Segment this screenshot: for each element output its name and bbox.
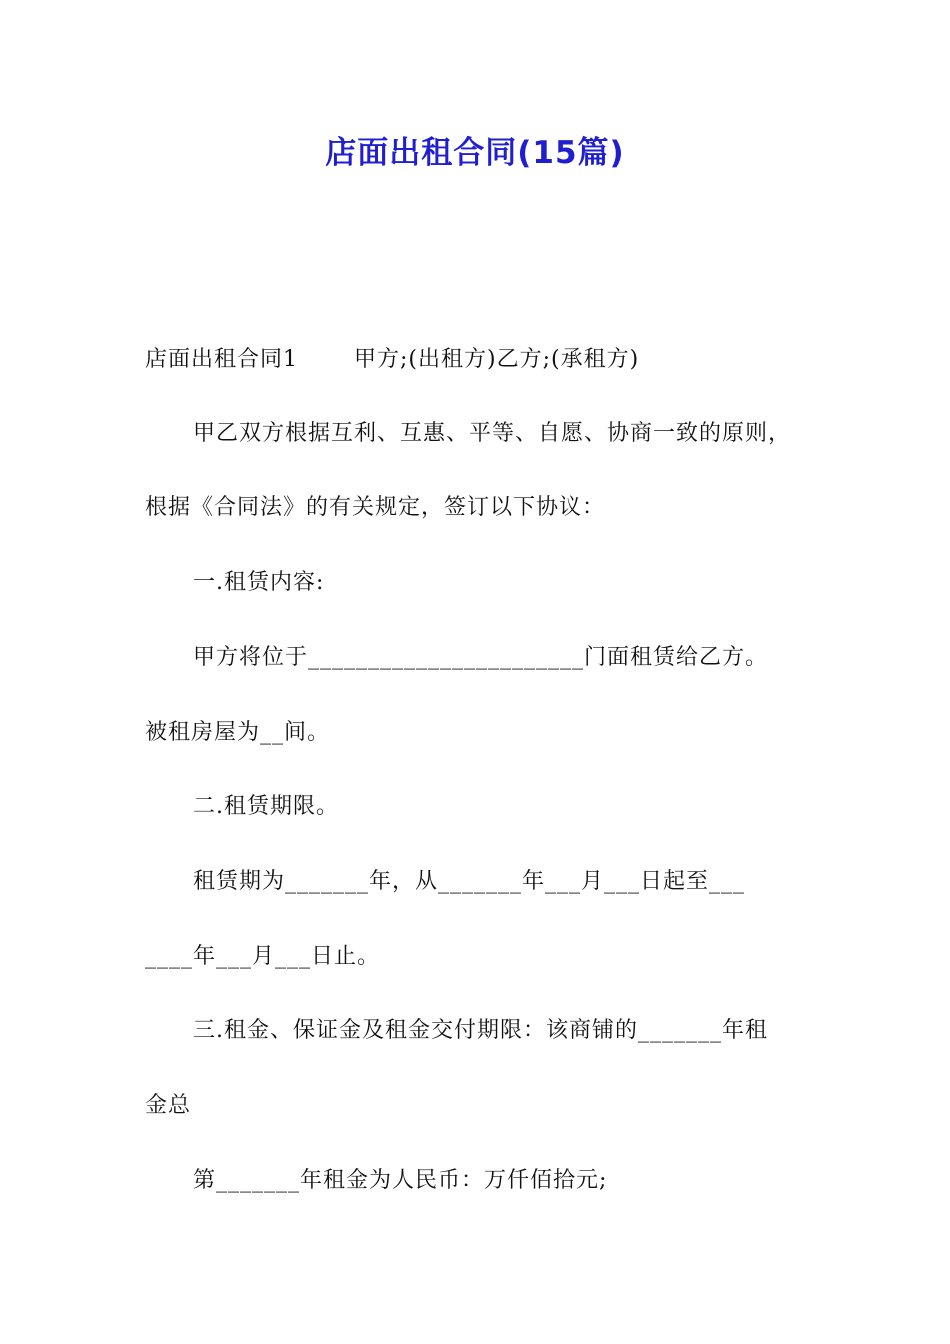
text-line-5: 甲方将位于_______________________门面租赁给乙方。 <box>193 645 769 670</box>
text-line-12: 第_______年租金为人民币：万仟佰拾元; <box>193 1168 608 1193</box>
parties-label: 甲方;(出租方)乙方;(承租方) <box>354 347 640 372</box>
section-heading-3: 三.租金、保证金及租金交付期限：该商铺的_______年租 <box>193 1018 768 1043</box>
text-line-8: 租赁期为_______年，从_______年___月___日起至___ <box>193 869 746 894</box>
section-heading-2: 二.租赁期限。 <box>193 794 339 819</box>
text-line-9: ____年___月___日止。 <box>145 944 381 969</box>
contract-number-label: 店面出租合同1 <box>145 347 298 372</box>
text-line-1 <box>145 340 639 380</box>
document-title: 店面出租合同(15篇) <box>325 135 625 171</box>
text-line-3: 根据《合同法》的有关规定，签订以下协议： <box>145 495 606 520</box>
text-line-6: 被租房屋为__间。 <box>145 720 331 745</box>
text-line-2: 甲乙双方根据互利、互惠、平等、自愿、协商一致的原则， <box>193 421 792 446</box>
section-heading-1: 一.租赁内容: <box>193 570 325 595</box>
text-line-11: 金总 <box>145 1093 192 1118</box>
